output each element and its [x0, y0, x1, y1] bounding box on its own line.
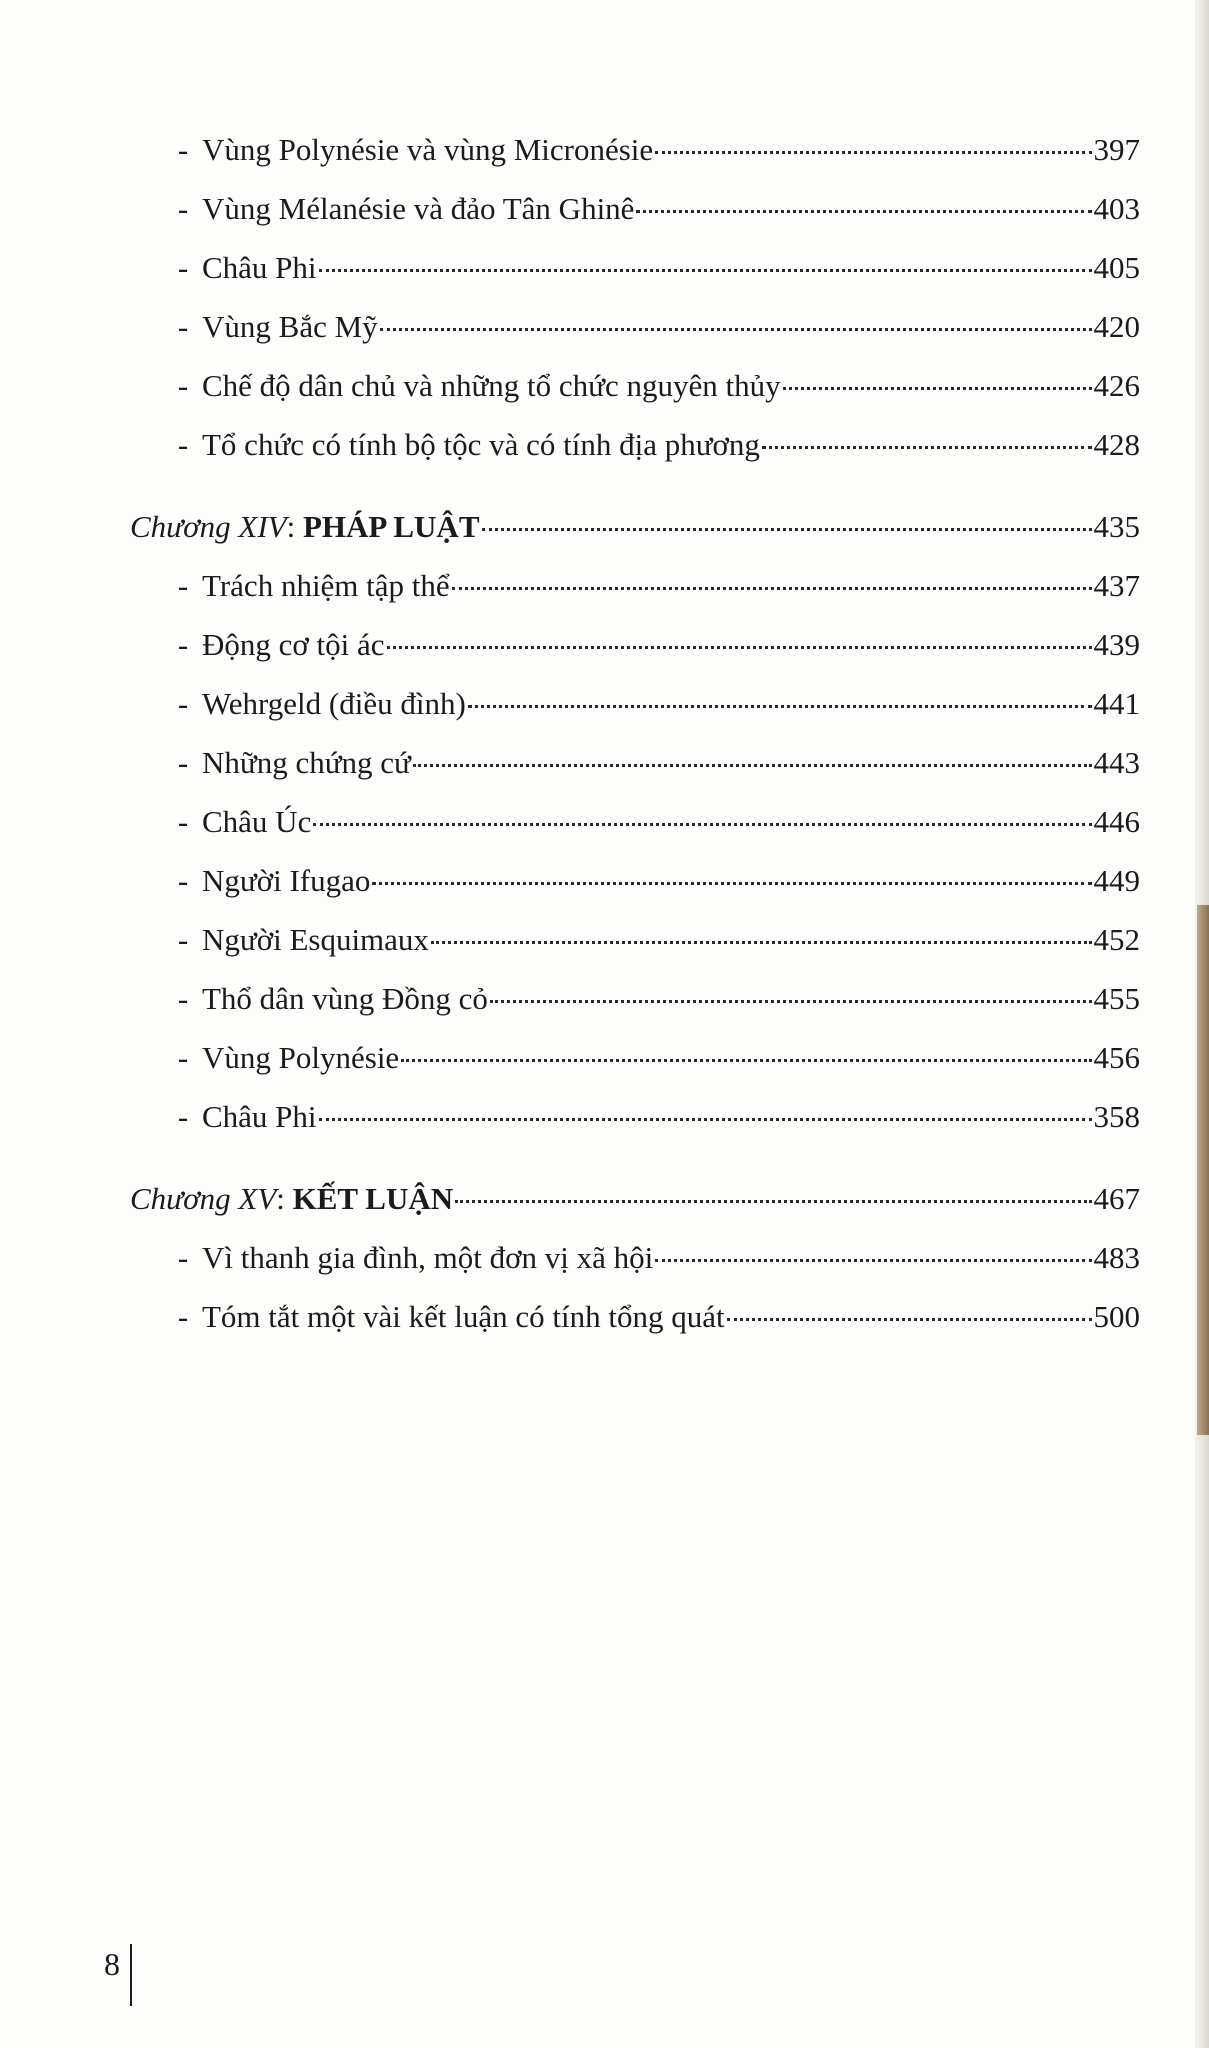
dot-leader	[727, 1318, 1092, 1321]
entry-page-number: 449	[1093, 863, 1140, 898]
dot-leader	[455, 1200, 1091, 1203]
entry-label: Động cơ tội ác	[202, 627, 385, 662]
entry-label: Vì thanh gia đình, một đơn vị xã hội	[202, 1240, 654, 1275]
entry-label: Tóm tắt một vài kết luận có tính tổng quát	[202, 1299, 725, 1334]
entry-page-number: 403	[1093, 191, 1140, 226]
dot-leader	[319, 269, 1092, 272]
toc-entry	[164, 566, 1140, 606]
entry-label: Chế độ dân chủ và những tổ chức nguyên thủy	[202, 368, 781, 403]
entry-dash: -	[177, 1040, 189, 1075]
toc-group-a	[130, 130, 1140, 465]
chapter-title: PHÁP LUẬT	[302, 509, 480, 544]
toc-entry	[164, 625, 1140, 665]
entry-page-number: 446	[1093, 804, 1140, 839]
dot-leader	[490, 1000, 1092, 1003]
entry-dash: -	[177, 627, 189, 662]
toc-entry	[164, 802, 1140, 842]
entry-page-number: 443	[1093, 745, 1140, 780]
toc-entry	[164, 1038, 1140, 1078]
entry-label: Thổ dân vùng Đồng cỏ	[202, 981, 488, 1016]
entry-label: Châu Phi	[202, 250, 317, 285]
entry-page-number: 455	[1093, 981, 1140, 1016]
entry-dash: -	[177, 804, 189, 839]
entry-label: Người Esquimaux	[202, 922, 429, 957]
toc-entry	[164, 861, 1140, 901]
dot-leader	[636, 210, 1091, 213]
toc-chapter-15	[130, 1179, 1140, 1219]
page-number: 8	[104, 1944, 132, 2006]
entry-page-number: 500	[1093, 1299, 1140, 1334]
entry-label: Vùng Polynésie và vùng Micronésie	[202, 132, 654, 167]
toc-entry	[164, 1238, 1140, 1278]
toc-entry	[164, 743, 1140, 783]
entry-page-number: 428	[1093, 427, 1140, 462]
toc-entry	[164, 189, 1140, 229]
entry-dash: -	[177, 568, 189, 603]
entry-dash: -	[177, 922, 189, 957]
entry-dash: -	[177, 132, 189, 167]
entry-page-number: 456	[1093, 1040, 1140, 1075]
chapter-prefix: Chương XIV	[130, 509, 287, 544]
dot-leader	[655, 1259, 1091, 1262]
entry-dash: -	[177, 309, 189, 344]
chapter-title: KẾT LUẬN	[292, 1181, 454, 1216]
entry-dash: -	[177, 1240, 189, 1275]
dot-leader	[431, 941, 1092, 944]
entry-dash: -	[177, 368, 189, 403]
binding-strip	[1197, 905, 1209, 1435]
dot-leader	[482, 528, 1092, 531]
dot-leader	[762, 446, 1092, 449]
entry-dash: -	[177, 191, 189, 226]
toc-chapter-14	[130, 507, 1140, 547]
dot-leader	[372, 882, 1091, 885]
entry-page-number: 441	[1093, 686, 1140, 721]
chapter-prefix: Chương XV	[130, 1181, 277, 1216]
chapter-separator: :	[276, 1181, 293, 1216]
entry-page-number: 439	[1093, 627, 1140, 662]
toc-entry	[164, 684, 1140, 724]
toc-entry	[164, 366, 1140, 406]
toc-entry	[164, 1297, 1140, 1337]
toc-entry	[164, 1097, 1140, 1137]
table-of-contents	[130, 130, 1140, 1337]
toc-entry	[164, 425, 1140, 465]
dot-leader	[319, 1118, 1092, 1121]
toc-entry	[164, 307, 1140, 347]
dot-leader	[401, 1059, 1091, 1062]
entry-dash: -	[177, 250, 189, 285]
dot-leader	[380, 328, 1092, 331]
dot-leader	[655, 151, 1091, 154]
toc-entry	[164, 248, 1140, 288]
entry-label: Trách nhiệm tập thể	[202, 568, 450, 603]
entry-label: Vùng Polynésie	[202, 1040, 400, 1075]
entry-dash: -	[177, 427, 189, 462]
entry-dash: -	[177, 863, 189, 898]
entry-label: Những chứng cứ	[202, 745, 411, 780]
entry-dash: -	[177, 981, 189, 1016]
entry-dash: -	[177, 745, 189, 780]
toc-entry	[164, 979, 1140, 1019]
entry-label: Tổ chức có tính bộ tộc và có tính địa phương	[202, 427, 760, 462]
entry-page-number: 437	[1093, 568, 1140, 603]
toc-group-c	[130, 1219, 1140, 1337]
toc-entry	[164, 130, 1140, 170]
dot-leader	[387, 646, 1092, 649]
toc-group-b	[130, 547, 1140, 1137]
dot-leader	[413, 764, 1092, 767]
entry-page-number: 426	[1093, 368, 1140, 403]
entry-label: Wehrgeld (điều đình)	[202, 686, 466, 721]
dot-leader	[452, 587, 1092, 590]
entry-dash: -	[177, 1299, 189, 1334]
entry-label: Châu Úc	[202, 804, 312, 839]
chapter-separator: :	[286, 509, 303, 544]
entry-page-number: 483	[1093, 1240, 1140, 1275]
dot-leader	[783, 387, 1092, 390]
chapter-page-number: 435	[1093, 509, 1140, 544]
dot-leader	[468, 705, 1092, 708]
entry-page-number: 452	[1093, 922, 1140, 957]
entry-page-number: 405	[1093, 250, 1140, 285]
toc-entry	[164, 920, 1140, 960]
entry-label: Người Ifugao	[202, 863, 371, 898]
entry-label: Vùng Mélanésie và đảo Tân Ghinê	[202, 191, 635, 226]
entry-label: Vùng Bắc Mỹ	[202, 309, 378, 344]
entry-label: Châu Phi	[202, 1099, 317, 1134]
entry-page-number: 397	[1093, 132, 1140, 167]
entry-page-number: 420	[1093, 309, 1140, 344]
entry-dash: -	[177, 686, 189, 721]
entry-dash: -	[177, 1099, 189, 1134]
dot-leader	[313, 823, 1091, 826]
entry-page-number: 358	[1093, 1099, 1140, 1134]
chapter-page-number: 467	[1093, 1181, 1140, 1216]
